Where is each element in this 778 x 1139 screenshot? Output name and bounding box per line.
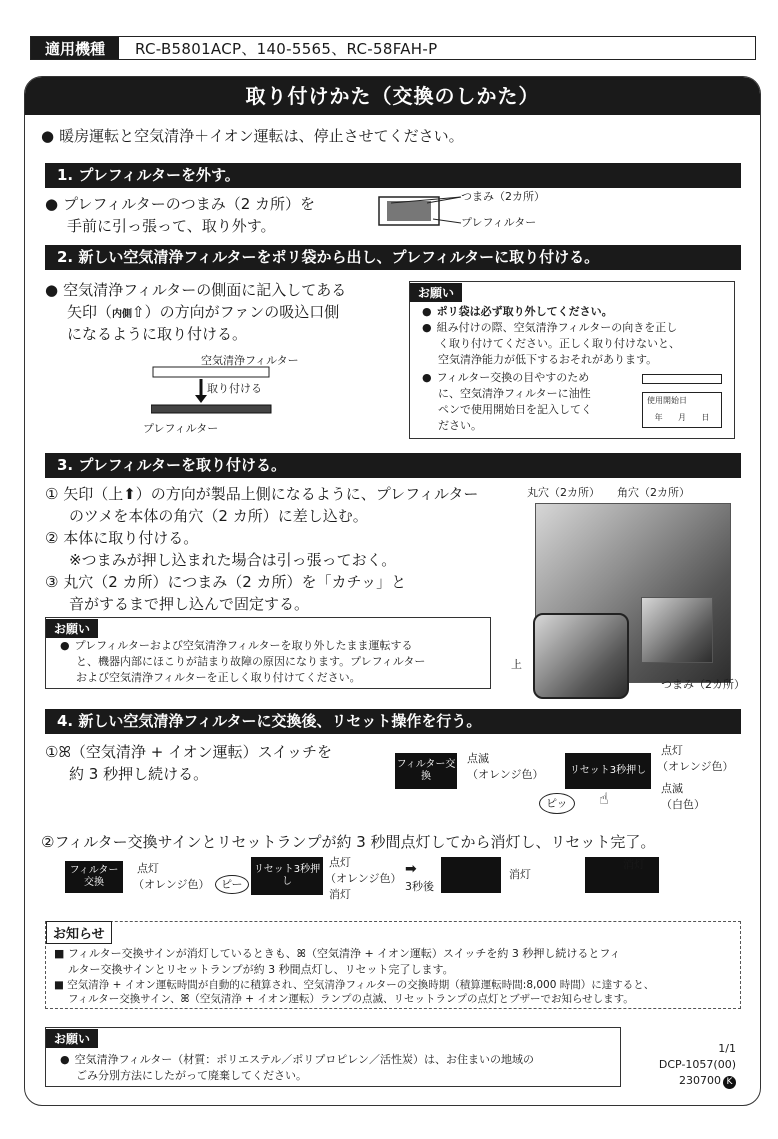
page-title: 取り付けかた（交換のしかた）	[25, 77, 760, 115]
panel2-label2: （オレンジ色）	[657, 760, 734, 773]
info-line3: ■ 空気清浄 + イオン運転時間が自動的に積算され、空気清浄フィルターの交換時期（積算運転時間:8,000 時間）に達すると、	[54, 979, 655, 991]
step4-item2: ②フィルター交換サインとリセットランプが約 3 秒間点灯してから消灯し、リセット完了。	[41, 833, 656, 851]
panel1-label1: 点滅	[467, 752, 489, 765]
step2-line2a: 矢印（	[67, 303, 113, 321]
note-item3b: に、空気清浄フィルターに油性	[438, 387, 591, 400]
step2-heading: 2. 新しい空気清浄フィルターをポリ袋から出し、プレフィルターに取り付ける。	[45, 245, 741, 270]
step3-item3b: 音がするまで押し込んで固定する。	[69, 595, 310, 613]
card-day: 日	[701, 413, 710, 422]
card-title: 使用開始日	[647, 396, 687, 405]
seq-label1a: 点灯	[137, 862, 159, 875]
card-month: 月	[677, 413, 686, 422]
seq-off2: 消灯	[623, 858, 645, 871]
panel-reset: リセット3秒押し	[565, 753, 651, 789]
note-item3c: ペンで使用開始日を記入してく	[438, 403, 592, 416]
note-item2c: 空気清浄能力が低下するおそれがあります。	[438, 353, 658, 366]
arrow-up-icon: ⇧	[132, 303, 145, 321]
step4-heading: 4. 新しい空気清浄フィルターに交換後、リセット操作を行う。	[45, 709, 741, 734]
note-item2b: く取り付けてください。正しく取り付けないと、	[438, 337, 680, 350]
seq-label2c: 消灯	[329, 888, 351, 901]
final-note	[45, 1027, 621, 1087]
step1-line1: ● プレフィルターのつまみ（2 カ所）を	[45, 193, 315, 215]
card-year: 年	[654, 413, 663, 422]
photo-square-label: 角穴（2カ所）	[617, 486, 690, 499]
step3-heading: 3. プレフィルターを取り付ける。	[45, 453, 741, 478]
step2-note	[409, 281, 735, 439]
model-bar	[30, 36, 756, 60]
step3-item1b: のツメを本体の角穴（2 カ所）に差し込む。	[69, 507, 368, 525]
final-note-line1: ● 空気清浄フィルター（材質：ポリエステル／ポリプロピレン／活性炭）は、お住まいの地域の	[60, 1052, 534, 1067]
step3-note-line1: ● プレフィルターおよび空気清浄フィルターを取り外したまま運転する	[60, 638, 413, 653]
step3-item2b: ※つまみが押し込まれた場合は引っ張っておく。	[69, 551, 397, 569]
step2-line2b: ）の方向がファンの吸込口側	[144, 303, 340, 321]
intro-text: ● 暖房運転と空気清浄＋イオン運転は、停止させてください。	[41, 125, 464, 147]
final-note-line2: ごみ分別方法にしたがって廃棄してください。	[76, 1069, 307, 1082]
step2-note-tag: お願い	[410, 283, 462, 302]
diag-attach-label: 取り付ける	[207, 382, 262, 395]
seq-panel-off1	[441, 857, 501, 893]
final-note-tag: お願い	[46, 1029, 98, 1048]
info-box	[45, 921, 741, 1009]
diag-prefilter-label-2: プレフィルター	[143, 422, 219, 435]
seq-panel-filter: フィルター交換	[65, 861, 123, 893]
panel2-label4: （白色）	[661, 798, 705, 811]
info-tag: お知らせ	[46, 921, 112, 944]
seq-beep: ピー	[215, 875, 249, 894]
step1-line2: 手前に引っ張って、取り外す。	[67, 217, 276, 235]
finger-icon: ☝	[599, 789, 609, 808]
step3-note-line2: と、機器内部にほこりが詰まり故障の原因になります。プレフィルター	[76, 655, 426, 668]
footer-code: 230700	[679, 1074, 721, 1087]
diag-knob-label: つまみ（2カ所）	[461, 190, 545, 203]
filter-strip	[642, 374, 722, 384]
start-date-card	[642, 392, 722, 428]
panel1-label2: （オレンジ色）	[467, 768, 544, 781]
step3-note-line3: および空気清浄フィルターを正しく取り付けてください。	[76, 671, 361, 684]
footer-code-row	[679, 1073, 736, 1089]
step1-heading: 1. プレフィルターを外す。	[45, 163, 741, 188]
seq-label2b: （オレンジ色）	[325, 872, 402, 885]
step3-note-tag: お願い	[46, 619, 98, 638]
step2-line3: になるように取り付ける。	[67, 325, 248, 343]
footer-mark-icon: K	[723, 1076, 736, 1089]
info-line4: フィルター交換サイン、ꕤ（空気清浄 + イオン運転）ランプの点滅、リセットランプの点灯とブザーでお知らせします。	[68, 993, 634, 1005]
beep-bubble: ピッ	[539, 793, 575, 814]
footer-doc: DCP-1057(00)	[658, 1058, 736, 1071]
seq-arrow-icon: ➡	[405, 861, 417, 877]
panel2-label3: 点滅	[661, 782, 683, 795]
seq-label1b: （オレンジ色）	[133, 878, 210, 891]
diag-filter-label: 空気清浄フィルター	[201, 354, 299, 367]
step3-item2a: ② 本体に取り付ける。	[45, 529, 199, 547]
step3-item3a: ③ 丸穴（2 カ所）につまみ（2 カ所）を「カチッ」と	[45, 573, 407, 591]
step3-note	[45, 617, 491, 689]
note-item3d: ださい。	[438, 419, 482, 432]
note-item2a: ● 組み付けの際、空気清浄フィルターの向きを正し	[422, 320, 677, 335]
info-line1: ■ フィルター交換サインが消灯しているときも、ꕤ（空気清浄 + イオン運転）スイッチを約 3 秒押し続けるとフィ	[54, 947, 621, 960]
filter-photo	[641, 597, 713, 663]
seq-panel-reset: リセット3秒押し	[251, 857, 323, 895]
note-item1: ● ポリ袋は必ず取り外してください。	[422, 304, 613, 319]
model-value: RC-B5801ACP、140-5565、RC-58FAH-P	[135, 39, 438, 58]
photo-up-label: 上	[511, 658, 522, 671]
seq-off1: 消灯	[509, 868, 531, 881]
step3-item1a: ① 矢印（上⬆）の方向が製品上側になるように、プレフィルター	[45, 485, 479, 503]
detail-photo	[533, 613, 629, 699]
seq-after-label: 3秒後	[405, 880, 434, 893]
step4-item1a: ①ꕤ（空気清浄 + イオン運転）スイッチを	[45, 743, 332, 761]
info-line2: ルター交換サインとリセットランプが約 3 秒間点灯し、リセット完了します。	[68, 963, 454, 976]
panel2-label1: 点灯	[661, 744, 683, 757]
step2-line1: ● 空気清浄フィルターの側面に記入してある	[45, 279, 346, 301]
seq-label2a: 点灯	[329, 856, 351, 869]
photo-round-label: 丸穴（2カ所）	[527, 486, 600, 499]
diag-prefilter-label: プレフィルター	[461, 216, 537, 229]
panel-filter-exchange: フィルター交換	[395, 753, 457, 789]
instruction-frame	[24, 76, 761, 1106]
seq-panel-off2	[585, 857, 659, 893]
footer-page: 1/1	[718, 1042, 736, 1055]
model-label: 適用機種	[31, 37, 119, 59]
note-item3a: ● フィルター交換の目やすのため	[422, 370, 589, 385]
photo-knob-label: つまみ（2カ所）	[661, 678, 745, 691]
step4-item1b: 約 3 秒押し続ける。	[69, 765, 209, 783]
arrow-label: 内側	[112, 309, 133, 320]
